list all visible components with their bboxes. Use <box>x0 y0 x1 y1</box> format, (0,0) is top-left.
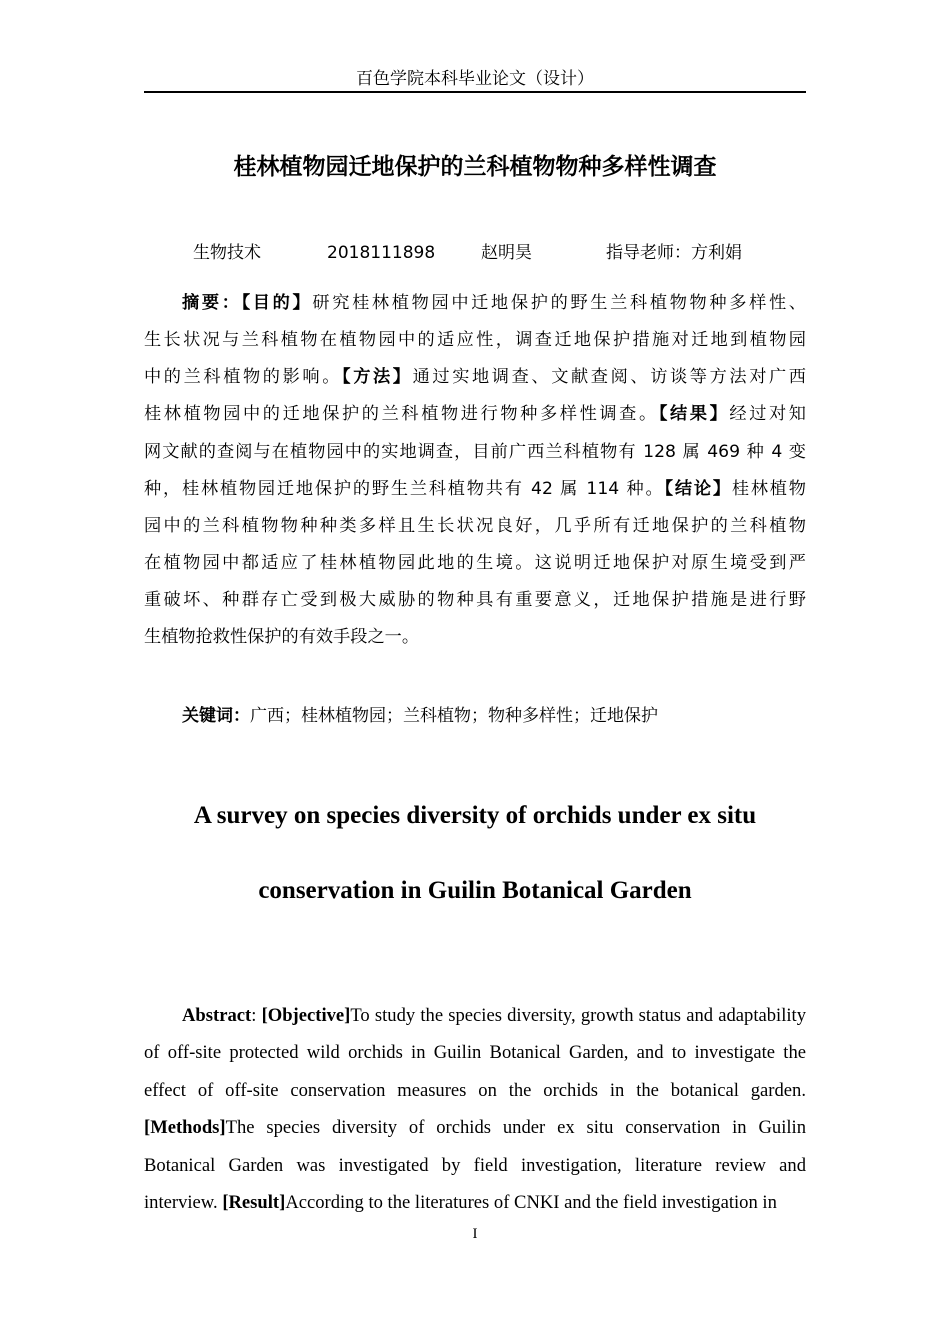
abstract-text: 桂林植物园中的迁地保护的兰科植物进行物种多样性调查。 <box>144 404 659 424</box>
abstract-text: 桂林植物 <box>731 479 806 499</box>
abstract-text: 园中的兰科植物物种种类多样且生长状况良好，几乎所有迁地保护的兰科植物 <box>144 516 806 536</box>
abstract-text: The species diversity of orchids under ex situ conservation in Guilin Botanical Garden was investigated by field investigation, literature review and interview. <box>144 1117 806 1214</box>
abstract-text: 生长状况与兰科植物在植物园中的适应性，调查迁地保护措施对迁地到植物园 <box>144 330 806 350</box>
abstract-text: 生植物抢救性保护的有效手段之一。 <box>144 627 420 647</box>
chinese-abstract-line <box>144 434 806 471</box>
abstract-text: According to the literatures of CNKI and the field investigation in <box>285 1192 777 1214</box>
abstract-heading: [Result] <box>222 1192 286 1214</box>
chinese-abstract-line <box>144 545 806 582</box>
author-advisor: 指导老师：方利娟 <box>606 243 742 263</box>
chinese-abstract-line <box>144 619 806 656</box>
english-abstract <box>144 997 806 1221</box>
chinese-abstract-line <box>144 471 806 508</box>
abstract-heading: 摘要：【目的】 <box>182 293 313 313</box>
chinese-abstract-line <box>144 359 806 396</box>
abstract-text: 种，桂林植物园迁地保护的野生兰科植物共有 42 属 114 种。 <box>144 479 665 499</box>
abstract-heading: 【结论】 <box>664 479 732 499</box>
page-header: 百色学院本科毕业论文（设计） <box>356 69 594 89</box>
abstract-heading: 【方法】 <box>342 367 413 387</box>
english-title-line-1: A survey on species diversity of orchids under ex situ <box>193 802 757 829</box>
chinese-abstract-line <box>144 508 806 545</box>
abstract-text: 网文献的查阅与在植物园中的实地调查，目前广西兰科植物有 128 属 469 种 4 变 <box>144 442 806 462</box>
chinese-abstract-line <box>144 396 806 433</box>
abstract-text: To study the species diversity, growth status and adaptability of off-site protected wild orchids in Guilin Botanical Garden, and to investigate the effect of off-site conservation measures on the orchids in the botanical garden. <box>144 1005 807 1101</box>
chinese-abstract-line <box>182 285 806 322</box>
abstract-text: : <box>251 1005 262 1026</box>
keywords-text: 广西；桂林植物园；兰科植物；物种多样性；迁地保护 <box>250 706 658 726</box>
keywords-label: 关键词： <box>182 706 250 726</box>
abstract-text: 在植物园中都适应了桂林植物园此地的生境。这说明迁地保护对原生境受到严 <box>144 553 806 573</box>
author-name: 赵明昊 <box>481 243 532 263</box>
author-student-id: 2018111898 <box>327 243 436 263</box>
keywords <box>182 704 658 728</box>
abstract-text: 通过实地调查、文献查阅、访谈等方法对广西 <box>412 367 806 387</box>
chinese-abstract-line <box>144 322 806 359</box>
abstract-text: 研究桂林植物园中迁地保护的野生兰科植物物种多样性、 <box>312 293 806 313</box>
chinese-title: 桂林植物园迁地保护的兰科植物物种多样性调查 <box>233 154 717 180</box>
abstract-text: 重破坏、种群存亡受到极大威胁的物种具有重要意义，迁地保护措施是进行野 <box>144 590 806 610</box>
abstract-heading: [Methods] <box>144 1117 226 1139</box>
author-major: 生物技术 <box>193 243 261 263</box>
abstract-text: 中的兰科植物的影响。 <box>144 367 342 387</box>
header-rule <box>144 91 806 93</box>
abstract-heading: Abstract <box>182 1005 252 1026</box>
page-number: I <box>472 1226 478 1242</box>
abstract-text: 经过对知 <box>729 404 806 424</box>
chinese-abstract-line <box>144 582 806 619</box>
abstract-heading: 【结果】 <box>658 404 730 424</box>
abstract-heading: [Objective] <box>261 1005 351 1026</box>
english-title-line-2: conservation in Guilin Botanical Garden <box>258 877 692 904</box>
